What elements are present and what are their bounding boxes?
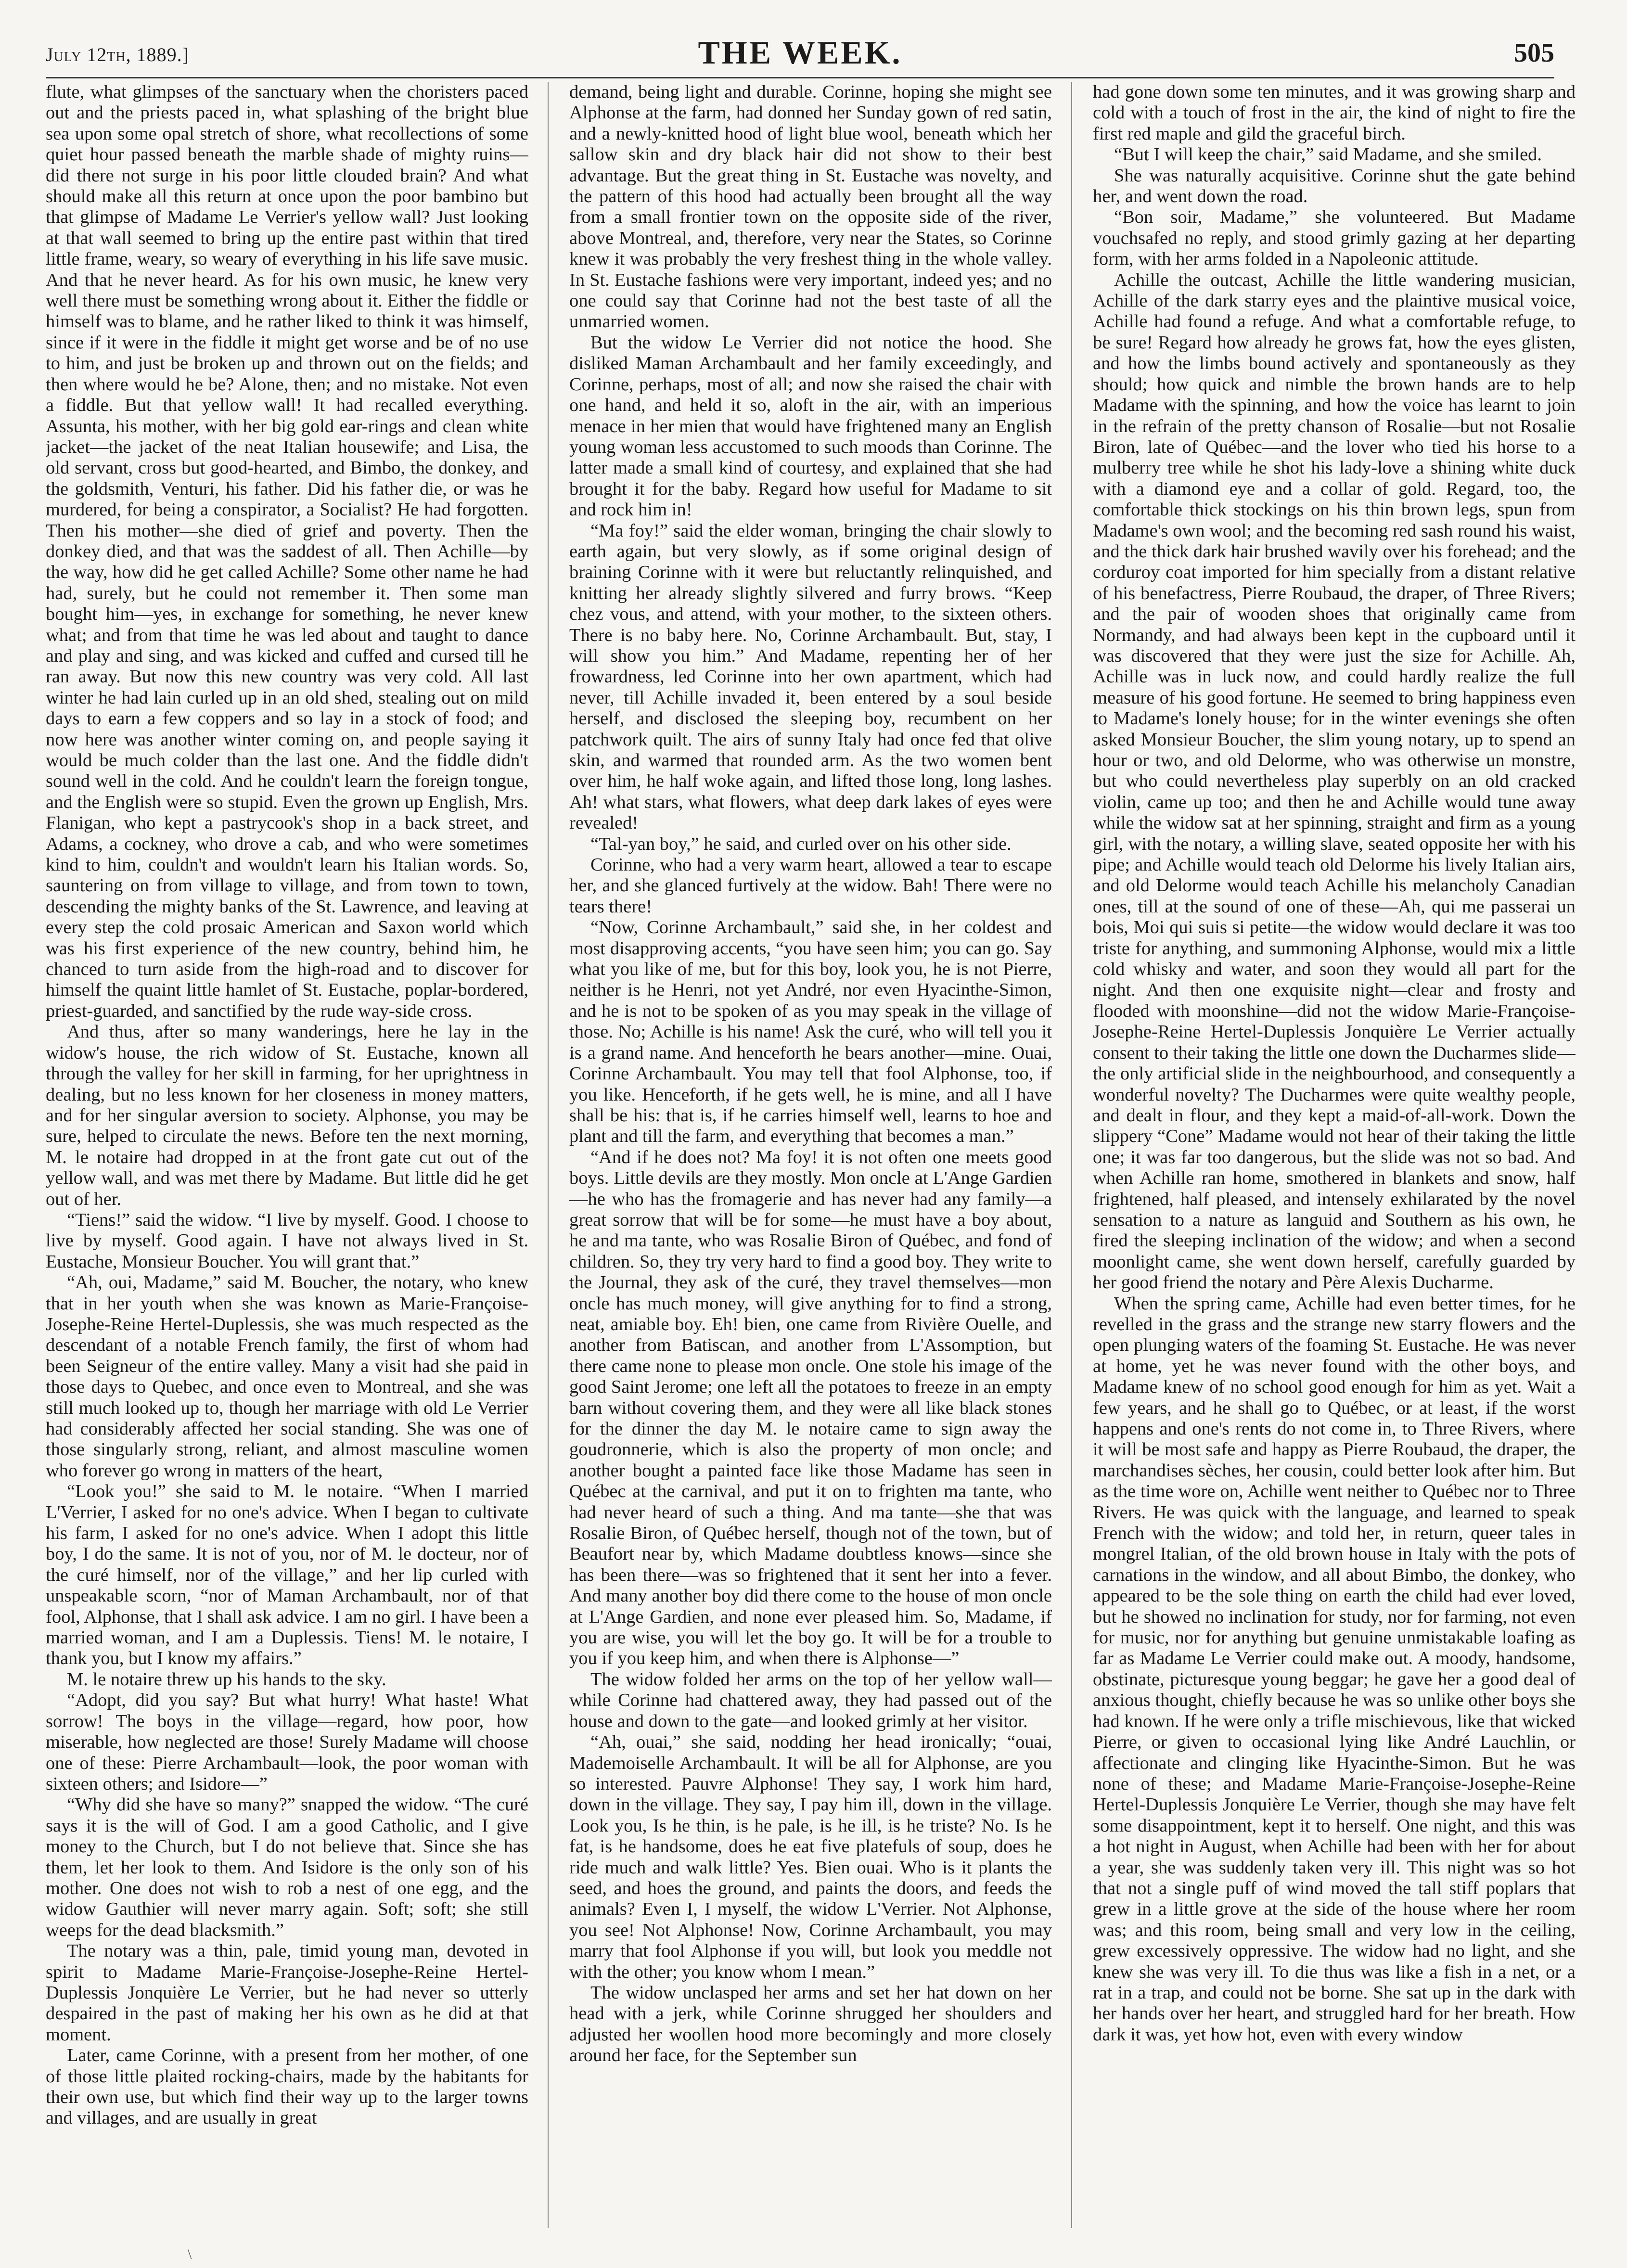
page-header xyxy=(46,29,1554,82)
header-rule xyxy=(46,77,1554,78)
column-1 xyxy=(46,82,528,2228)
paragraph: The widow unclasped her arms and set her hat down on her head with a jerk, while Corinne shrugged her shoulders and adjusted her woollen hood more becomingly and more closely around her face, for the September sun xyxy=(569,1982,1052,2066)
paragraph: The widow folded her arms on the top of her yellow wall—while Corinne had chattered away, they had passed out of the house and down to the gate—and looked grimly at her visitor. xyxy=(569,1669,1052,1731)
paragraph: demand, being light and durable. Corinne, hoping she might see Alphonse at the farm, had donned her Sunday gown of red satin, and a newly-knitted hood of light blue wool, beneath which her sallow skin and dry black hair did not show to their best advantage. But the great thing in St. Eustache was novelty, and the pattern of this hood had actually been brought all the way from a small frontier town on the opposite side of the river, above Montreal, and, therefore, very near the States, so Corinne knew it was probably the very freshest thing in the whole valley. In St. Eustache fashions were very important, indeed yes; and no one could say that Corinne had not the best taste of all the unmarried women. xyxy=(569,82,1052,332)
paragraph: The notary was a thin, pale, timid young man, devoted in spirit to Madame Marie-Françoise-Josephe-Reine Hertel-Duplessis Jonquière Le Verrier, but he had never so utterly despaired in the past of making her his own as he did at that moment. xyxy=(46,1941,528,2045)
issue-date: July 12th, 1889.] xyxy=(46,44,189,65)
paragraph: M. le notaire threw up his hands to the sky. xyxy=(67,1669,386,1690)
paragraph: When the spring came, Achille had even better times, for he revelled in the grass and the strange new starry flowers and the open plunging waters of the foaming St. Eustache. He was never at home, yet he was never found with the other boys, and Madame knew of no school good enough for him as yet. Wait a few years, and he shall go to Québec, or at least, if the worst happens and one's rents do not come in, to Three Rivers, where it will be most safe and happy as Pierre Roubaud, the draper, the marchandises sèches, her cousin, could better look after him. But as the time wore on, Achille went neither to Québec nor to Three Rivers. He was quick with the language, and learned to speak French with the widow; and told her, in return, queer tales in mongrel Italian, of the old brown house in Italy with the pots of carnations in the window, and all about Bimbo, the donkey, who appeared to be the sole thing on earth the child had ever loved, but he showed no inclination for study, nor for farming, not even for music, nor for anything but genuine unmistakable loafing as far as Madame Le Verrier could make out. A moody, handsome, obstinate, picturesque young beggar; he gave her a good deal of anxious thought, chiefly because he was so unlike other boys she had known. If he were only a trifle mischievous, like that wicked Pierre, or given to occasional lying like André Lauchlin, or affectionate and clinging like Hyacinthe-Simon. But he was none of these; and Madame Marie-Françoise-Josephe-Reine Hertel-Duplessis Jonquière Le Verrier, though she may have felt some disappointment, kept it to herself. One night, and this was a hot night in August, when Achille had been with her for about a year, she was suddenly taken very ill. This night was so hot that not a single puff of wind moved the tall stiff poplars that grew in a little grove at the side of the house where her room was; and this room, being small and very low in the ceiling, grew excessively oppressive. The widow had no light, and she knew she was very ill. To die thus was like a fish in a net, or a rat in a trap, and could not be borne. She sat up in the dark with her hands over her heart, and struggled hard for her breath. How dark it was, yet how hot, even with every window xyxy=(1093,1293,1576,2045)
column-3 xyxy=(1093,82,1576,2228)
paragraph: “Tiens!” said the widow. “I live by myself. Good. I choose to live by myself. Good again. I have not always lived in St. Eustache, Monsieur Boucher. You will grant that.” xyxy=(46,1209,528,1272)
paragraph: “Ah, ouai,” she said, nodding her head ironically; “ouai, Mademoiselle Archambault. It will be all for Alphonse, are you so interested. Pauvre Alphonse! They say, I work him hard, down in the village. They say, I pay him ill, down in the village. Look you, Is he thin, is he pale, is he ill, is he triste? No. Is he fat, is he handsome, does he eat five platefuls of soup, does he ride much and walk little? Yes. Bien ouai. Who is it plants the seed, and hoes the ground, and paints the doors, and feeds the animals? Even I, I myself, the widow L'Verrier. Not Alphonse, you see! Not Alphonse! Now, Corinne Archambault, you may marry that fool Alphonse if you will, but look you meddle not with the other; you know whom I mean.” xyxy=(569,1732,1052,1982)
paragraph: “Ah, oui, Madame,” said M. Boucher, the notary, who knew that in her youth when she was known as Marie-Françoise-Josephe-Reine Hertel-Duplessis, she was much respected as the descendant of a notable French family, the first of whom had been Seigneur of the entire valley. Many a visit had she paid in those days to Quebec, and once even to Montreal, and she was still much looked up to, though her marriage with old Le Verrier had considerably affected her social standing. She was one of those singularly strong, reliant, and almost masculine women who forever go wrong in matters of the heart, xyxy=(46,1272,528,1481)
paragraph: had gone down some ten minutes, and it was growing sharp and cold with a touch of frost in the air, the kind of night to fire the first red maple and gild the graceful birch. xyxy=(1093,82,1576,144)
column-2 xyxy=(569,82,1052,2228)
paragraph: And thus, after so many wanderings, here he lay in the widow's house, the rich widow of St. Eustache, known all through the valley for her skill in farming, for her uprightness in dealing, but no less known for her closeness in money matters, and for her singular aversion to society. Alphonse, you may be sure, helped to circulate the news. Before ten the next morning, M. le notaire had dropped in at the front gate cut out of the yellow wall, and was met there by Madame. But little did he get out of her. xyxy=(46,1022,528,1209)
paragraph: “Bon soir, Madame,” she volunteered. But Madame vouchsafed no reply, and stood grimly gazing at her departing form, with her arms folded in a Napoleonic attitude. xyxy=(1093,207,1576,269)
publication-title: THE WEEK. xyxy=(698,34,902,71)
paragraph: “Ma foy!” said the elder woman, bringing the chair slowly to earth again, but very slowly, as if some original design of braining Corinne with it were but reluctantly relinquished, and knitting her already slightly silvered and furry brows. “Keep chez vous, and attend, with your mother, to the sixteen others. There is no baby here. No, Corinne Archambault. But, stay, I will show you him.” And Madame, repenting her of her frowardness, led Corinne into her own apartment, which had never, till Achille invaded it, been entered by a soul beside herself, and disclosed the sleeping boy, recumbent on her patchwork quilt. The airs of sunny Italy had once fed that olive skin, and warmed that rounded arm. As the two women bent over him, he half woke again, and lifted those long, long lashes. Ah! what stars, what flowers, what deep dark lakes of eyes were revealed! xyxy=(569,520,1052,833)
page-number: 505 xyxy=(1514,38,1554,68)
paragraph: But the widow Le Verrier did not notice the hood. She disliked Maman Archambault and her family exceedingly, and Corinne, perhaps, most of all; and now she raised the chair with one hand, and held it so, aloft in the air, with an imperious menace in her mien that would have frightened many an English young woman less accustomed to such moods than Corinne. The latter made a small kind of courtesy, and explained that she had brought it for the baby. Regard how useful for Madame to sit and rock him in! xyxy=(569,332,1052,520)
paragraph: She was naturally acquisitive. Corinne shut the gate behind her, and went down the road. xyxy=(1093,165,1576,207)
column-divider-2 xyxy=(1071,82,1072,2228)
column-divider-1 xyxy=(548,82,549,2228)
paragraph: flute, what glimpses of the sanctuary when the choristers paced out and the priests paced in, what splashing of the bright blue sea upon some opal stretch of shore, what recollections of some quiet hour passed beneath the marble shade of mighty ruins—did there not surge in his poor little clouded brain? And what should make all this return at once upon the poor bambino but that glimpse of Madame Le Verrier's yellow wall? Just looking at that wall seemed to bring up the entire past within that tired little frame, weary, so weary of everything in his life save music. And that he never heard. As for his own music, he knew very well there must be something wrong about it. Either the fiddle or himself was to blame, and he rather liked to think it was himself, since if it were in the fiddle it might get worse and be of no use to him, and just be broken up and thrown out on the fields; and then where would he be? Alone, then; and no mistake. Not even a fiddle. But that yellow wall! It had recalled everything. Assunta, his mother, with her big gold ear-rings and clean white jacket—the jacket of the neat Italian housewife; and Lisa, the old servant, cross but good-hearted, and Bimbo, the donkey, and the goldsmith, Venturi, his father. Did his father die, or was he murdered, for being a conspirator, a Socialist? He had forgotten. Then his mother—she died of grief and poverty. Then the donkey died, and that was the saddest of all. Then Achille—by the way, how did he get called Achille? Some other name he had had, surely, but he could not remember it. Then some man bought him—yes, in exchange for something, he never knew what; and from that time he was led about and taught to dance and play and sing, and was kicked and cuffed and cursed till he ran away. But now this new country was very cold. All last winter he had lain curled up in an old shed, stealing out on mild days to earn a few coppers and so lay in a stock of food; and now here was another winter coming on, and people saying it would be much colder than the last one. And the fiddle didn't sound well in the cold. And he couldn't learn the foreign tongue, and the English were so stupid. Even the grown up English, Mrs. Flanigan, who kept a pastrycook's shop in a back street, and Adams, a cockney, who drove a cab, and who were sometimes kind to him, couldn't and wouldn't learn his Italian words. So, sauntering on from village to village, and from town to town, descending the mighty banks of the St. Lawrence, and leaving at every step the cold prosaic American and Saxon world which was his first experience of the new country, behind him, he chanced to turn aside from the high-road and to discover for himself the quaint little hamlet of St. Eustache, poplar-bordered, priest-guarded, and sanctified by the rude way-side cross. xyxy=(46,82,528,1021)
paragraph: “Now, Corinne Archambault,” said she, in her coldest and most disapproving accents, “you have seen him; you can go. Say what you like of me, but for this boy, look you, he is not Pierre, neither is he Henri, not yet André, nor even Hyacinthe-Simon, and he is not to be spoken of as you may speak in the village of those. No; Achille is his name! Ask the curé, who will tell you it is a grand name. And henceforth he bears another—mine. Ouai, Corinne Archambault. You may tell that fool Alphonse, too, if you like. Henceforth, if he gets well, he is mine, and all I have shall be his: that is, if he carries himself well, learns to hoe and plant and till the farm, and everything that becomes a man.” xyxy=(569,917,1052,1147)
stray-mark: \ xyxy=(188,2246,192,2262)
paragraph: Achille the outcast, Achille the little wandering musician, Achille of the dark starry eyes and the plaintive musical voice, Achille had found a refuge. And what a comfortable refuge, to be sure! Regard how already he grows fat, how the eyes glisten, and how the limbs bound actively and spontaneously as they should; how quick and nimble the brown hands are to help Madame with the spinning, and how the voice has learnt to join in the refrain of the pretty chanson of Rosalie—but not Rosalie Biron, late of Québec—and the lover who tied his horse to a mulberry tree while he shot his lady-love a shining white duck with a diamond eye and a collar of gold. Regard, too, the comfortable thick stockings on his thin brown legs, spun from Madame's own wool; and the becoming red sash round his waist, and the thick dark hair brushed wavily over his forehead; and the corduroy coat imported for him specially from a distant relative of his benefactress, Pierre Roubaud, the draper, of Three Rivers; and the pair of wooden shoes that originally came from Normandy, and had always been kept in the cupboard until it was discovered that they were just the size for Achille. Ah, Achille was in luck now, and could hardly realize the full measure of his good fortune. He seemed to bring happiness even to Madame's lonely house; for in the winter evenings she often asked Monsieur Boucher, the slim young notary, up to spend an hour or two, and old Delorme, who was otherwise un monstre, but who could nevertheless play superbly on an old cracked violin, came up too; and then he and Achille would tune away while the widow sat at her spinning, straight and firm as a young girl, with the notary, a willing slave, seated opposite her with his pipe; and Achille would teach old Delorme his lively Italian airs, and old Delorme would teach Achille his melancholy Canadian ones, till at the sound of one of these—Ah, qui me passerai un bois, Moi qui suis si petite—the widow would declare it was too triste for anything, and summoning Alphonse, would mix a little cold whisky and water, and soon they would all part for the night. And then one exquisite night—clear and frosty and flooded with moonshine—did not the widow Marie-Françoise-Josephe-Reine Hertel-Duplessis Jonquière Le Verrier actually consent to their taking the little one down the Ducharmes slide—the only artificial slide in the neighbourhood, and consequently a wonderful novelty? The Ducharmes were quite wealthy people, and dealt in flour, and they kept a maid-of-all-work. Down the slippery “Cone” Madame would not hear of their taking the little one; it was far too dangerous, but the slide was not so bad. And when Achille ran home, smothered in blankets and snow, half frightened, half pleased, and intensely exhilarated by the novel sensation to a nature as languid and Southern as his own, he fired the sleeping inclination of the widow; and when a second moonlight came, she went down herself, carefully guarded by her good friend the notary and Père Alexis Ducharme. xyxy=(1093,269,1576,1293)
paragraph: “Tal-yan boy,” he said, and curled over on his other side. xyxy=(590,833,1012,854)
paragraph: “But I will keep the chair,” said Madame, and she smiled. xyxy=(1114,144,1542,165)
paragraph: “Why did she have so many?” snapped the widow. “The curé says it is the will of God. I am a good Catholic, and I give money to the Church, but I do not believe that. Since she has them, let her look to them. And Isidore is the only son of his mother. One does not wish to rob a nest of one egg, and the widow Gauthier will never marry again. Soft; soft; she still weeps for the dead blacksmith.” xyxy=(46,1794,528,1940)
paragraph: “Look you!” she said to M. le notaire. “When I married L'Verrier, I asked for no one's advice. When I began to cultivate his farm, I asked for no one's advice. When I adopt this little boy, I do the same. It is not of you, nor of M. le docteur, nor of the curé himself, nor of the village,” and her lip curled with unspeakable scorn, “nor of Maman Archambault, nor of that fool, Alphonse, that I shall ask advice. I am no girl. I have been a married woman, and I am a Duplessis. Tiens! M. le notaire, I thank you, but I know my affairs.” xyxy=(46,1481,528,1669)
paragraph: Later, came Corinne, with a present from her mother, of one of those little plaited rocking-chairs, made by the habitants for their own use, but which find their way up to the larger towns and villages, and are usually in great xyxy=(46,2045,528,2128)
paragraph: Corinne, who had a very warm heart, allowed a tear to escape her, and she glanced furtively at the widow. Bah! There were no tears there! xyxy=(569,855,1052,917)
paragraph: “Adopt, did you say? But what hurry! What haste! What sorrow! The boys in the village—regard, how poor, how miserable, how neglected are those! Surely Madame will choose one of these: Pierre Archambault—look, the poor woman with sixteen others; and Isidore—” xyxy=(46,1690,528,1794)
paragraph: “And if he does not? Ma foy! it is not often one meets good boys. Little devils are they mostly. Mon oncle at L'Ange Gardien—he who has the fromagerie and has never had any family—a great sorrow that will be for some—he must have a boy about, he and ma tante, who was Rosalie Biron of Québec, and fond of children. So, they try very hard to find a good boy. They write to the Journal, they ask of the curé, they travel themselves—mon oncle has much money, will give anything for to find a strong, neat, amiable boy. Eh! bien, one came from Rivière Ouelle, and another from Batiscan, and another from L'Assomption, but there came none to please mon oncle. One stole his image of the good Saint Jerome; one left all the potatoes to freeze in an empty barn without covering them, and they were all like black stones for the dinner the day M. le notaire came to sign away the goudronnerie, which is also the property of mon oncle; and another bought a painted face like those Madame has seen in Québec at the carnival, and put it on to frighten ma tante, who had never heard of such a thing. And ma tante—she that was Rosalie Biron, of Québec herself, though not of the town, but of Beaufort near by, which Madame doubtless knows—since she has been there—was so frightened that it sent her into a fever. And many another boy did there come to the house of mon oncle at L'Ange Gardien, and none ever pleased him. So, Madame, if you are wise, you will let the boy go. It will be for a trouble to you if you keep him, and when there is Alphonse—” xyxy=(569,1147,1052,1669)
